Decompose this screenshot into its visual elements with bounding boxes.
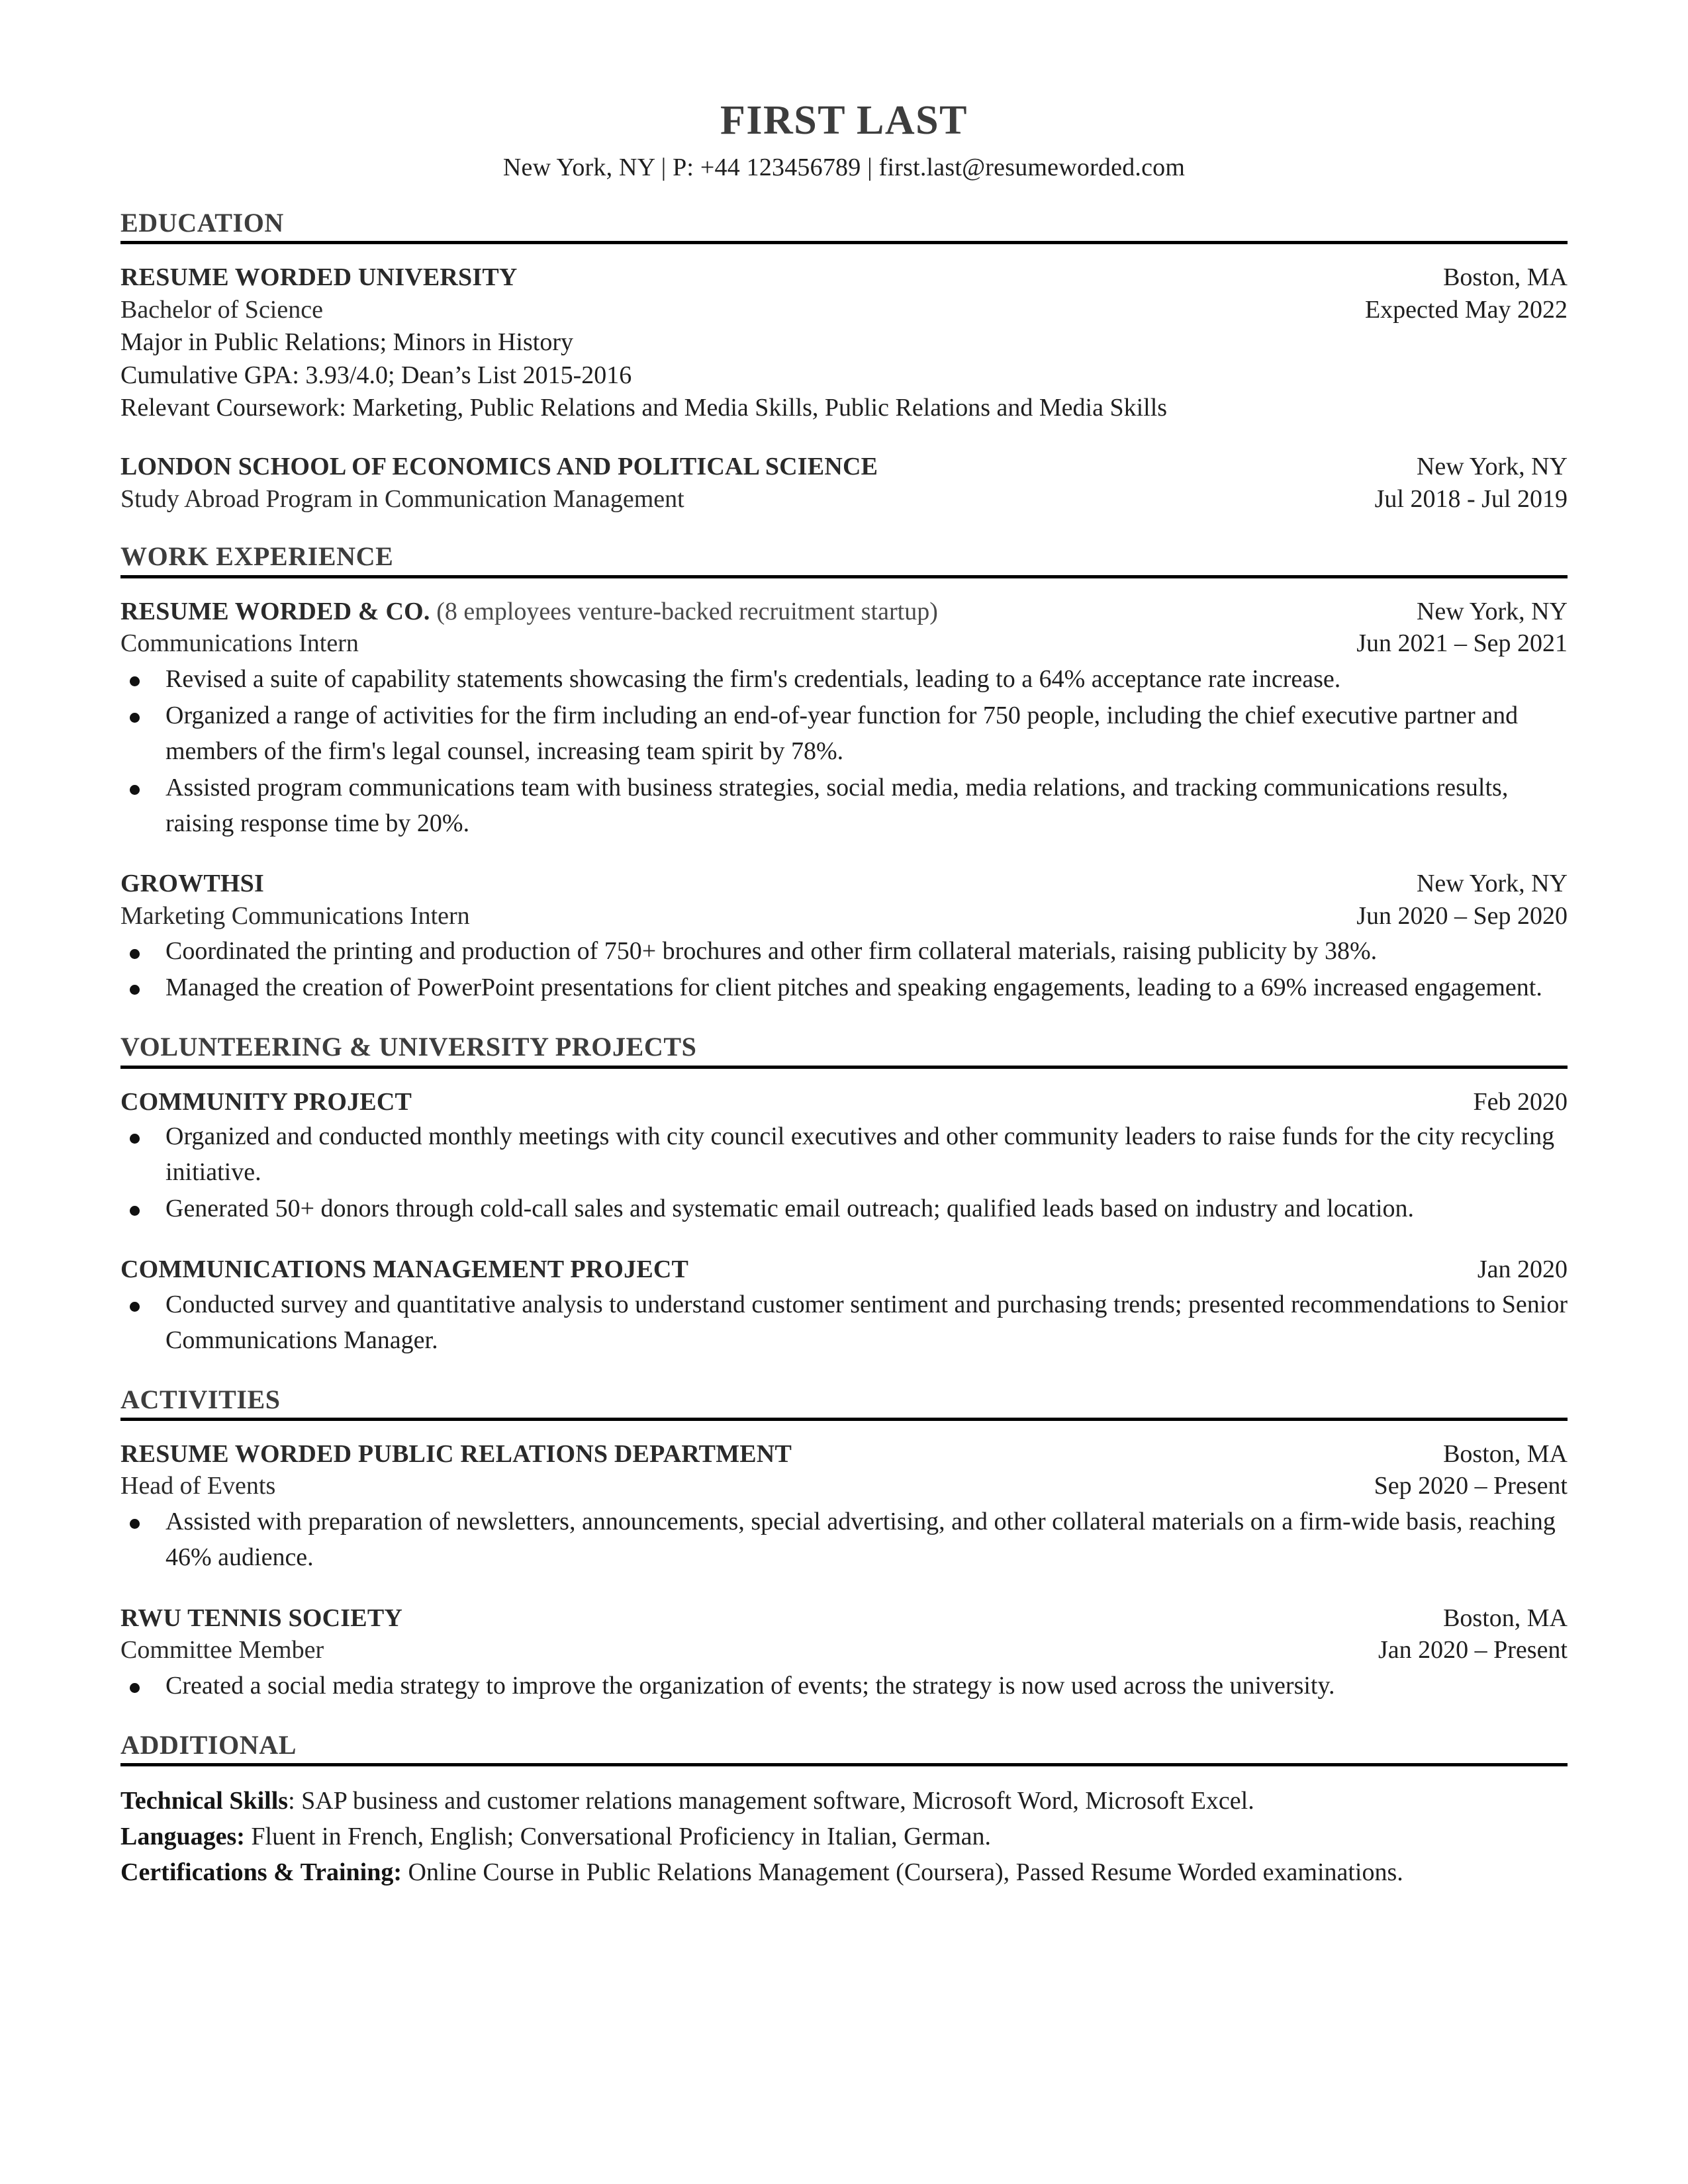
resume-header xyxy=(120,0,1568,182)
project-date: Feb 2020 xyxy=(1473,1087,1568,1116)
activity-entry xyxy=(120,1602,1568,1704)
degree-title: Bachelor of Science xyxy=(120,295,323,324)
section-volunteering xyxy=(120,1032,1568,1358)
company-location: New York, NY xyxy=(1416,870,1568,898)
job-title: Marketing Communications Intern xyxy=(120,902,470,931)
section-divider-work-experience xyxy=(120,575,1568,578)
additional-label: Languages: xyxy=(120,1822,245,1850)
additional-value: Online Course in Public Relations Management (Coursera), Passed Resume Worded examinations. xyxy=(408,1858,1403,1886)
entry-role-row xyxy=(120,483,1568,516)
entry-role-row xyxy=(120,627,1568,660)
activity-location: Boston, MA xyxy=(1443,1604,1568,1632)
section-activities xyxy=(120,1385,1568,1704)
list-item xyxy=(120,1191,1568,1227)
achievement-list xyxy=(120,1668,1568,1704)
additional-label: Technical Skills xyxy=(120,1786,289,1815)
bullet-icon xyxy=(130,1302,140,1312)
project-entry xyxy=(120,1253,1568,1359)
job-title: Communications Intern xyxy=(120,629,359,658)
bullet-text: Organized a range of activities for the firm including an end-of-year function for 750 people, including the chief executive partner and members of the firm's legal counsel, increasing team spirit by 78%. xyxy=(165,701,1519,765)
company-name xyxy=(120,596,1417,628)
education-entry xyxy=(120,451,1568,516)
activity-organization: RESUME WORDED PUBLIC RELATIONS DEPARTMENT xyxy=(120,1439,792,1468)
entry-header-row xyxy=(120,1602,1568,1635)
section-work-experience xyxy=(120,542,1568,1006)
company-name: GROWTHSI xyxy=(120,870,264,898)
bullet-text: Revised a suite of capability statements showcasing the firm's credentials, leading to a 64% acceptance rate increase. xyxy=(165,664,1341,693)
list-item xyxy=(120,1668,1568,1704)
project-entry xyxy=(120,1086,1568,1227)
bullet-icon xyxy=(130,676,140,686)
candidate-name: FIRST LAST xyxy=(720,98,968,143)
job-dates: Jun 2021 – Sep 2021 xyxy=(1356,629,1568,658)
entry-header-row xyxy=(120,451,1568,483)
work-entry xyxy=(120,868,1568,1006)
list-item xyxy=(120,970,1568,1006)
education-detail: Cumulative GPA: 3.93/4.0; Dean’s List 2015-2016 xyxy=(120,361,632,389)
bullet-icon xyxy=(130,985,140,995)
additional-value: Fluent in French, English; Conversational Proficiency in Italian, German. xyxy=(251,1822,992,1850)
entry-header-row xyxy=(120,596,1568,628)
project-name: COMMUNITY PROJECT xyxy=(120,1087,412,1116)
activity-organization: RWU TENNIS SOCIETY xyxy=(120,1604,403,1632)
section-divider-volunteering xyxy=(120,1066,1568,1069)
activity-role: Head of Events xyxy=(120,1472,276,1500)
program-title: Study Abroad Program in Communication Management xyxy=(120,485,684,514)
bullet-text: Assisted with preparation of newsletters, announcements, special advertising, and other collateral materials on a firm-wide basis, reaching 46% audience. xyxy=(165,1507,1556,1571)
bullet-text: Organized and conducted monthly meetings with city council executives and other community leaders to raise funds for the city recycling initiative. xyxy=(165,1122,1555,1187)
bullet-icon xyxy=(130,1519,140,1529)
company-description: (8 employees venture-backed recruitment startup) xyxy=(436,597,938,625)
additional-separator xyxy=(245,1823,252,1850)
entry-header-row xyxy=(120,1086,1568,1118)
section-additional xyxy=(120,1731,1568,1891)
bullet-icon xyxy=(130,1206,140,1216)
list-item xyxy=(120,770,1568,842)
additional-line xyxy=(120,1784,1568,1819)
program-dates: Jul 2018 - Jul 2019 xyxy=(1374,485,1568,514)
entry-header-row xyxy=(120,261,1568,294)
bullet-icon xyxy=(130,949,140,959)
section-title-additional: ADDITIONAL xyxy=(120,1729,297,1760)
bullet-text: Created a social media strategy to improve the organization of events; the strategy is now used across the university. xyxy=(165,1671,1335,1700)
entry-role-row xyxy=(120,1634,1568,1666)
work-entry xyxy=(120,596,1568,842)
activity-dates: Sep 2020 – Present xyxy=(1374,1472,1568,1500)
activity-location: Boston, MA xyxy=(1443,1439,1568,1468)
bullet-icon xyxy=(130,1683,140,1693)
entry-role-row xyxy=(120,1470,1568,1502)
contact-line: New York, NY | P: +44 123456789 | first.last@resumeworded.com xyxy=(502,154,1186,182)
organization-location: Boston, MA xyxy=(1443,263,1568,292)
activity-role: Committee Member xyxy=(120,1636,324,1664)
graduation-date: Expected May 2022 xyxy=(1364,295,1568,324)
entry-header-row xyxy=(120,868,1568,900)
activity-dates: Jan 2020 – Present xyxy=(1378,1636,1568,1664)
bullet-text: Generated 50+ donors through cold-call sales and systematic email outreach; qualified leads based on industry and location. xyxy=(165,1195,1415,1223)
bullet-icon xyxy=(130,785,140,795)
section-divider-activities xyxy=(120,1418,1568,1421)
bullet-text: Conducted survey and quantitative analysis to understand customer sentiment and purchasing trends; presented recommendations to Senior Communications Manager. xyxy=(165,1290,1568,1354)
list-item xyxy=(120,1504,1568,1576)
list-item xyxy=(120,662,1568,698)
section-divider-education xyxy=(120,241,1568,244)
section-title-education: EDUCATION xyxy=(120,208,284,238)
entry-role-row xyxy=(120,294,1568,326)
achievement-list xyxy=(120,1287,1568,1359)
bullet-text: Coordinated the printing and production of 750+ brochures and other firm collateral materials, raising publicity by 38%. xyxy=(165,937,1378,966)
organization-location: New York, NY xyxy=(1416,453,1568,481)
section-title-work-experience: WORK EXPERIENCE xyxy=(120,541,394,572)
achievement-list xyxy=(120,1504,1568,1576)
job-dates: Jun 2020 – Sep 2020 xyxy=(1356,902,1568,931)
section-divider-additional xyxy=(120,1763,1568,1766)
education-detail: Relevant Coursework: Marketing, Public Relations and Media Skills, Public Relations and Media Skills xyxy=(120,394,1168,422)
bullet-icon xyxy=(130,1134,140,1144)
section-title-activities: ACTIVITIES xyxy=(120,1384,281,1414)
section-title-volunteering: VOLUNTEERING & UNIVERSITY PROJECTS xyxy=(120,1032,697,1062)
company-location: New York, NY xyxy=(1416,597,1568,625)
entry-header-row xyxy=(120,1253,1568,1286)
company-name-text: RESUME WORDED & CO. xyxy=(120,597,430,625)
bullet-text: Managed the creation of PowerPoint presentations for client pitches and speaking engagements, leading to a 69% increased engagement. xyxy=(165,974,1542,1002)
list-item xyxy=(120,698,1568,770)
bullet-icon xyxy=(130,713,140,723)
additional-line xyxy=(120,1855,1568,1891)
organization-name: LONDON SCHOOL OF ECONOMICS AND POLITICAL SCIENCE xyxy=(120,453,878,481)
additional-separator: : xyxy=(288,1786,302,1815)
entry-header-row xyxy=(120,1438,1568,1471)
achievement-list xyxy=(120,662,1568,842)
organization-name: RESUME WORDED UNIVERSITY xyxy=(120,263,518,292)
additional-label: Certifications & Training: xyxy=(120,1858,402,1886)
additional-line xyxy=(120,1819,1568,1855)
education-detail: Major in Public Relations; Minors in History xyxy=(120,328,573,357)
education-entry xyxy=(120,261,1568,424)
list-item xyxy=(120,934,1568,970)
list-item xyxy=(120,1119,1568,1191)
bullet-text: Assisted program communications team with business strategies, social media, media relations, and tracking communications results, raising response time by 20%. xyxy=(165,773,1509,837)
section-education xyxy=(120,208,1568,516)
project-date: Jan 2020 xyxy=(1477,1255,1568,1284)
achievement-list xyxy=(120,1119,1568,1227)
additional-separator xyxy=(402,1858,408,1886)
achievement-list xyxy=(120,934,1568,1006)
activity-entry xyxy=(120,1438,1568,1576)
additional-value: SAP business and customer relations management software, Microsoft Word, Microsoft Excel. xyxy=(301,1786,1254,1815)
entry-role-row xyxy=(120,900,1568,933)
list-item xyxy=(120,1287,1568,1359)
project-name: COMMUNICATIONS MANAGEMENT PROJECT xyxy=(120,1255,689,1284)
